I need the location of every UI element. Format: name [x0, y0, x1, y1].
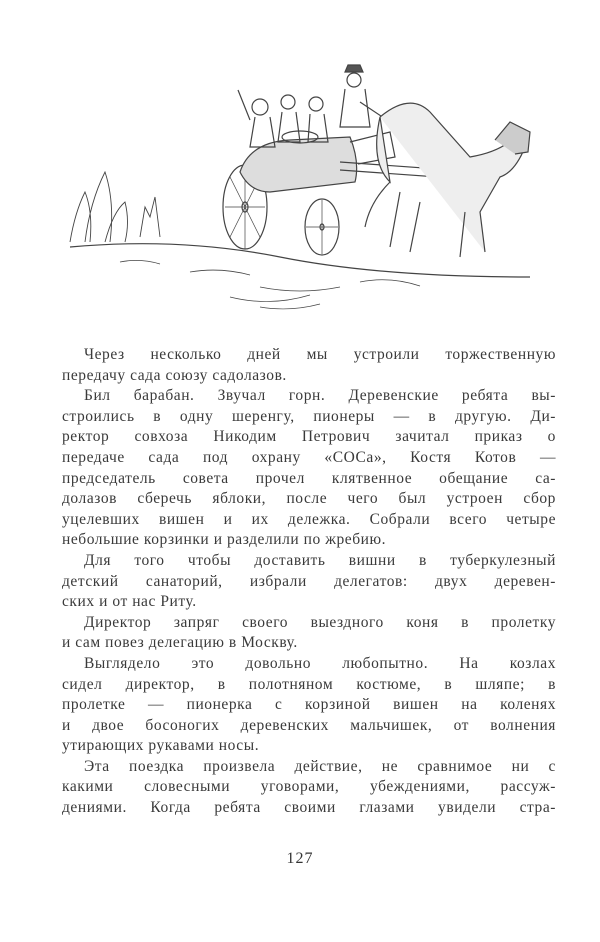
- body-text: [62, 345, 556, 819]
- text-line: дениями. Когда ребята своими глазами увидели стра-: [62, 799, 556, 817]
- text-line: Через несколько дней мы устроили торжественную: [84, 346, 556, 363]
- text-line: Директор запряг своего выездного коня в пролетку: [84, 613, 556, 631]
- text-line: и сам повез делегацию в Москву.: [62, 634, 298, 652]
- text-line: ских и от нас Риту.: [62, 593, 197, 611]
- text-line: ректор совхоза Никодим Петрович зачитал приказ о: [62, 428, 556, 446]
- text-line: небольшие корзинки и разделили по жребию.: [62, 531, 387, 549]
- text-line: Бил барабан. Звучал горн. Деревенские ребята вы-: [84, 387, 556, 405]
- text-line: утирающих рукавами носы.: [62, 737, 260, 755]
- text-line: уцелевших вишен и их дележка. Собрали всего четыре: [62, 510, 556, 528]
- text-line: строились в одну шеренгу, пионеры — в другую. Ди-: [62, 407, 556, 425]
- text-line: Выглядело это довольно любопытно. На козлах: [84, 654, 556, 672]
- text-line: детский санаторий, избрали делегатов: двух деревен-: [62, 572, 556, 590]
- text-line: какими словесными уговорами, убеждениями, рассуж-: [62, 778, 556, 796]
- text-line: и двое босоногих деревенских мальчишек, от волнения: [62, 716, 556, 734]
- text-line: председатель совета прочел клятвенное обещание са-: [62, 469, 556, 487]
- page-number: 127: [286, 850, 314, 867]
- text-line: Для того чтобы доставить вишни в туберкулезный: [84, 551, 556, 569]
- text-line: Эта поездка произвела действие, не сравнимое ни с: [84, 757, 556, 775]
- text-line: передаче сада под охрану «СОСа», Костя Котов —: [62, 448, 556, 466]
- text-line: сидел директор, в полотняном костюме, в шляпе; в: [62, 675, 556, 693]
- text-line: долазов сберечь яблоки, после чего был устроен сбор: [62, 490, 556, 508]
- text-line: передачу сада союзу садолазов.: [62, 366, 287, 384]
- carriage-illustration: [60, 62, 540, 317]
- text-line: пролетке — пионерка с корзиной вишен на коленях: [62, 696, 556, 714]
